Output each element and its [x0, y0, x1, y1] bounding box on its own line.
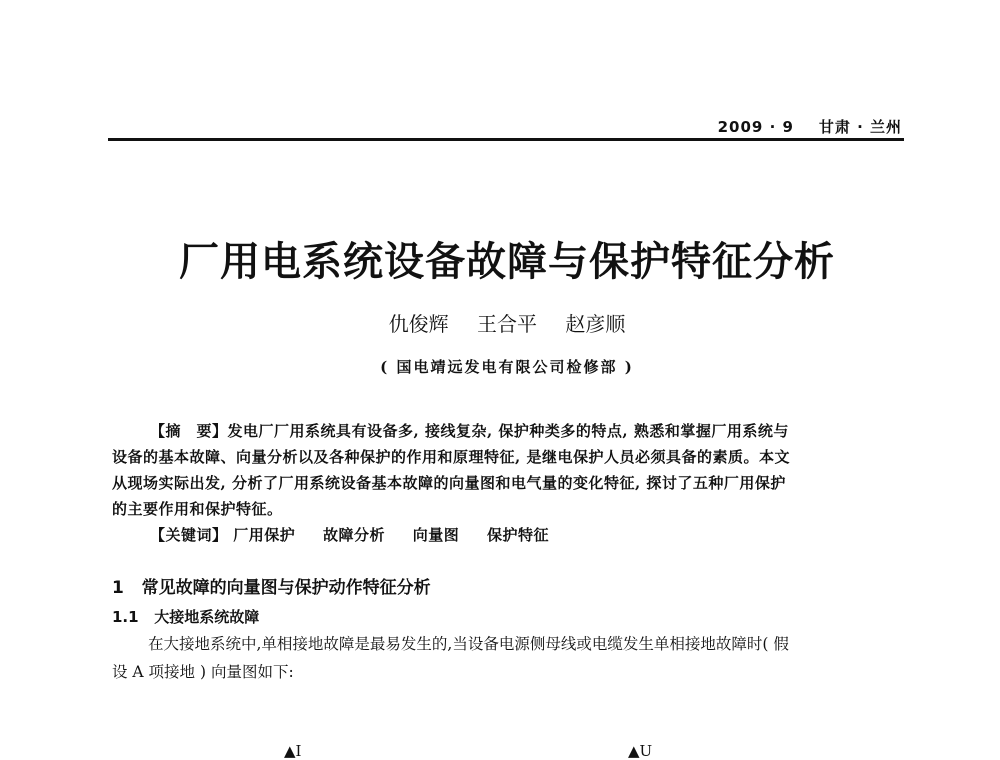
keyword-3: 向量图 — [412, 526, 460, 544]
keyword-2: 故障分析 — [323, 526, 386, 544]
affiliation: ( 国电靖远发电有限公司检修部 ) — [380, 358, 634, 376]
figure-left-axis — [284, 742, 301, 760]
keywords-label: 【关键词】 — [150, 526, 228, 544]
author-list — [100, 308, 914, 337]
figure-left-label: I — [295, 742, 302, 760]
paper-title: 厂用电系统设备故障与保护特征分析 — [179, 238, 835, 285]
author-2: 王合平 — [477, 312, 537, 336]
figure-right-axis — [628, 742, 652, 760]
author-3: 赵彦顺 — [565, 312, 626, 336]
abstract-text-1: 发电厂厂用系统具有设备多, 接线复杂, 保护种类多的特点, 熟悉和掌握厂用系统与 — [227, 422, 789, 440]
section-1-number: 1 — [112, 578, 124, 598]
abstract-line-4: 的主要作用和保护特征。 — [112, 500, 283, 518]
figure-right-label: U — [639, 742, 653, 760]
section-1-1-number: 1.1 — [112, 608, 139, 626]
keyword-4: 保护特征 — [487, 526, 550, 544]
header-issue: 2009 · 9 — [717, 118, 794, 136]
keyword-1: 厂用保护 — [233, 526, 296, 544]
author-1: 仇俊辉 — [388, 312, 449, 336]
section-1-title: 常见故障的向量图与保护动作特征分析 — [141, 578, 431, 598]
running-header — [640, 116, 902, 137]
keywords-line — [150, 524, 549, 545]
header-location: 甘肃 · 兰州 — [818, 118, 902, 136]
body-line-2: 设 A 项接地 ) 向量图如下: — [112, 663, 294, 681]
section-1-1-title: 大接地系统故障 — [154, 608, 260, 626]
abstract-line-1 — [150, 420, 789, 441]
figure-left-arrow: ▲ — [284, 742, 296, 760]
abstract-line-3: 从现场实际出发, 分析了厂用系统设备基本故障的向量图和电气量的变化特征, 探讨了五种厂用保护 — [112, 474, 786, 492]
body-line-1: 在大接地系统中,单相接地故障是最易发生的,当设备电源侧母线或电缆发生单相接地故障时( 假 — [148, 635, 789, 653]
section-1-1-heading — [112, 606, 259, 627]
section-1-heading — [112, 573, 431, 598]
header-rule — [108, 138, 904, 141]
figure-right-arrow: ▲ — [628, 742, 640, 760]
abstract-line-2: 设备的基本故障、向量分析以及各种保护的作用和原理特征, 是继电保护人员必须具备的素质。本文 — [112, 448, 790, 466]
abstract-label: 【摘 要】 — [150, 422, 228, 440]
